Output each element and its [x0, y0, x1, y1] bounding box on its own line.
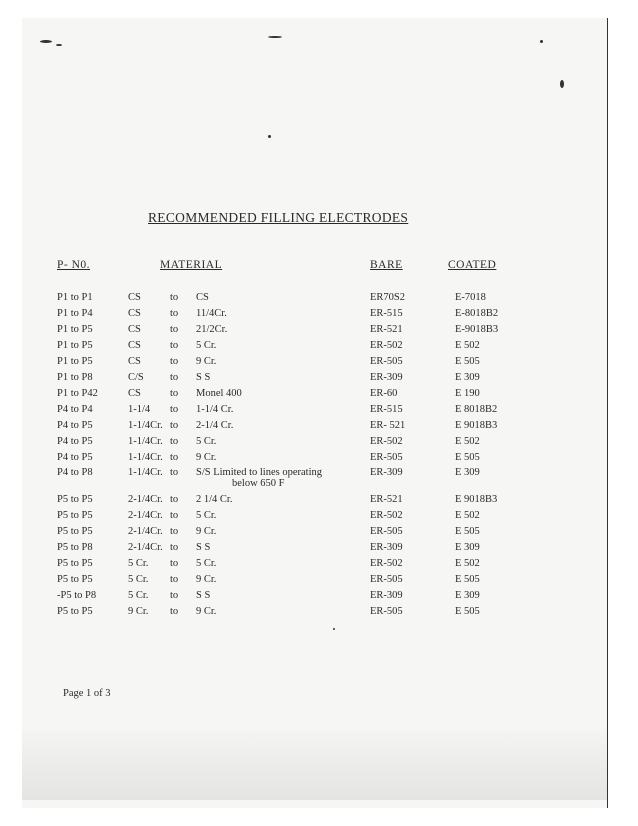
cell-to: to	[170, 436, 179, 447]
cell-to: to	[170, 420, 179, 431]
page-edge	[607, 18, 608, 808]
cell-to: to	[170, 404, 179, 415]
cell-coated: E 502	[455, 510, 480, 521]
cell-bare: ER-60	[370, 388, 398, 399]
cell-mat1: CS	[128, 292, 141, 303]
cell-coated: E 9018B3	[455, 420, 498, 431]
cell-mat1: 2-1/4Cr.	[128, 542, 163, 553]
cell-pno: P1 to P42	[57, 388, 98, 399]
cell-mat2: 21/2Cr.	[196, 324, 228, 335]
cell-bare: ER-309	[370, 467, 403, 478]
cell-bare: ER-515	[370, 308, 403, 319]
cell-mat2: Monel 400	[196, 388, 242, 399]
cell-coated: E 505	[455, 526, 480, 537]
cell-bare: ER-521	[370, 494, 403, 505]
cell-coated: E 309	[455, 542, 480, 553]
cell-bare: ER-505	[370, 574, 403, 585]
cell-bare: ER-309	[370, 542, 403, 553]
cell-bare: ER-505	[370, 356, 403, 367]
header-material: MATERIAL	[160, 259, 223, 271]
scan-speck	[333, 628, 335, 630]
cell-to: to	[170, 590, 179, 601]
cell-mat2: 1-1/4 Cr.	[196, 404, 234, 415]
cell-mat1: 5 Cr.	[128, 558, 149, 569]
cell-coated: E 190	[455, 388, 480, 399]
cell-pno: P5 to P5	[57, 574, 93, 585]
cell-mat1: CS	[128, 388, 141, 399]
cell-bare: ER-505	[370, 452, 403, 463]
cell-mat1: 1-1/4Cr.	[128, 420, 163, 431]
page-number: Page 1 of 3	[63, 688, 111, 699]
cell-mat2: 9 Cr.	[196, 526, 217, 537]
cell-bare: ER-309	[370, 590, 403, 601]
cell-pno: P5 to P8	[57, 542, 93, 553]
cell-bare: ER-505	[370, 526, 403, 537]
cell-bare: ER-521	[370, 324, 403, 335]
cell-pno: P5 to P5	[57, 510, 93, 521]
cell-mat2: 11/4Cr.	[196, 308, 227, 319]
scan-speck	[40, 40, 52, 43]
cell-pno: P1 to P4	[57, 308, 93, 319]
cell-mat1: 5 Cr.	[128, 574, 149, 585]
page-title: RECOMMENDED FILLING ELECTRODES	[148, 210, 409, 225]
cell-mat1: CS	[128, 308, 141, 319]
cell-coated: E-9018B3	[455, 324, 499, 335]
cell-to: to	[170, 467, 179, 478]
cell-to: to	[170, 292, 179, 303]
cell-bare: ER- 521	[370, 420, 406, 431]
cell-pno: P1 to P5	[57, 356, 93, 367]
cell-coated: E 9018B3	[455, 494, 498, 505]
cell-pno: -P5 to P8	[57, 590, 97, 601]
cell-mat2: S S	[196, 590, 211, 601]
cell-mat2: 5 Cr.	[196, 558, 217, 569]
cell-bare: ER-502	[370, 510, 403, 521]
scan-speck	[540, 40, 543, 43]
cell-bare: ER-309	[370, 372, 403, 383]
cell-coated: E-7018	[455, 292, 486, 303]
header-bare: BARE	[370, 259, 403, 271]
cell-bare: ER-505	[370, 606, 403, 617]
cell-mat1: CS	[128, 356, 141, 367]
cell-mat2: 9 Cr.	[196, 356, 217, 367]
cell-pno: P1 to P5	[57, 340, 93, 351]
cell-mat1: CS	[128, 324, 141, 335]
cell-to: to	[170, 558, 179, 569]
cell-coated: E 309	[455, 467, 480, 478]
cell-mat1: 2-1/4Cr.	[128, 494, 163, 505]
cell-pno: P1 to P8	[57, 372, 93, 383]
cell-coated: E 8018B2	[455, 404, 498, 415]
cell-to: to	[170, 574, 179, 585]
cell-coated: E 502	[455, 558, 480, 569]
cell-bare: ER-502	[370, 436, 403, 447]
header-pno: P- N0.	[57, 259, 91, 271]
cell-to: to	[170, 356, 179, 367]
cell-to: to	[170, 606, 179, 617]
cell-coated: E 309	[455, 590, 480, 601]
scan-speck	[560, 80, 564, 88]
cell-mat2: S S	[196, 372, 211, 383]
cell-coated: E 505	[455, 452, 480, 463]
cell-bare: ER70S2	[370, 292, 406, 303]
cell-mat1: C/S	[128, 372, 144, 383]
cell-to: to	[170, 452, 179, 463]
cell-coated: E 505	[455, 356, 480, 367]
cell-to: to	[170, 372, 179, 383]
cell-pno: P1 to P1	[57, 292, 93, 303]
cell-bare: ER-502	[370, 340, 403, 351]
cell-pno: P4 to P8	[57, 467, 93, 478]
cell-mat1: CS	[128, 340, 141, 351]
cell-to: to	[170, 510, 179, 521]
cell-mat2: S S	[196, 542, 211, 553]
cell-pno: P4 to P5	[57, 452, 93, 463]
cell-mat1: 2-1/4Cr.	[128, 526, 163, 537]
scan-speck	[268, 36, 282, 38]
cell-coated: E 502	[455, 436, 480, 447]
cell-mat2: 5 Cr.	[196, 436, 217, 447]
cell-mat2: 2 1/4 Cr.	[196, 494, 233, 505]
cell-mat1: 9 Cr.	[128, 606, 149, 617]
cell-mat1: 1-1/4Cr.	[128, 436, 163, 447]
cell-pno: P5 to P5	[57, 526, 93, 537]
cell-bare: ER-502	[370, 558, 403, 569]
cell-to: to	[170, 324, 179, 335]
cell-pno: P5 to P5	[57, 494, 93, 505]
cell-mat1: 1-1/4Cr.	[128, 467, 163, 478]
cell-coated: E 505	[455, 606, 480, 617]
material-note: below 650 F	[232, 478, 285, 489]
cell-pno: P1 to P5	[57, 324, 93, 335]
cell-to: to	[170, 526, 179, 537]
cell-mat2: S/S Limited to lines operating	[196, 467, 322, 478]
cell-mat2: 9 Cr.	[196, 606, 217, 617]
cell-to: to	[170, 542, 179, 553]
cell-mat1: 2-1/4Cr.	[128, 510, 163, 521]
cell-to: to	[170, 494, 179, 505]
cell-to: to	[170, 308, 179, 319]
scan-speck	[268, 135, 271, 138]
cell-pno: P4 to P5	[57, 420, 93, 431]
scan-speck	[56, 44, 62, 46]
cell-mat1: 1-1/4	[128, 404, 151, 415]
scan-shadow	[22, 730, 608, 800]
cell-pno: P4 to P4	[57, 404, 93, 415]
cell-coated: E 309	[455, 372, 480, 383]
cell-mat1: 1-1/4Cr.	[128, 452, 163, 463]
cell-coated: E 505	[455, 574, 480, 585]
cell-bare: ER-515	[370, 404, 403, 415]
cell-coated: E-8018B2	[455, 308, 499, 319]
cell-pno: P5 to P5	[57, 558, 93, 569]
cell-mat2: 9 Cr.	[196, 574, 217, 585]
cell-mat2: 2-1/4 Cr.	[196, 420, 234, 431]
cell-to: to	[170, 340, 179, 351]
cell-coated: E 502	[455, 340, 480, 351]
cell-pno: P5 to P5	[57, 606, 93, 617]
cell-mat2: CS	[196, 292, 209, 303]
cell-mat2: 5 Cr.	[196, 510, 217, 521]
header-coated: COATED	[448, 259, 497, 271]
cell-mat2: 9 Cr.	[196, 452, 217, 463]
cell-mat2: 5 Cr.	[196, 340, 217, 351]
cell-mat1: 5 Cr.	[128, 590, 149, 601]
cell-to: to	[170, 388, 179, 399]
cell-pno: P4 to P5	[57, 436, 93, 447]
